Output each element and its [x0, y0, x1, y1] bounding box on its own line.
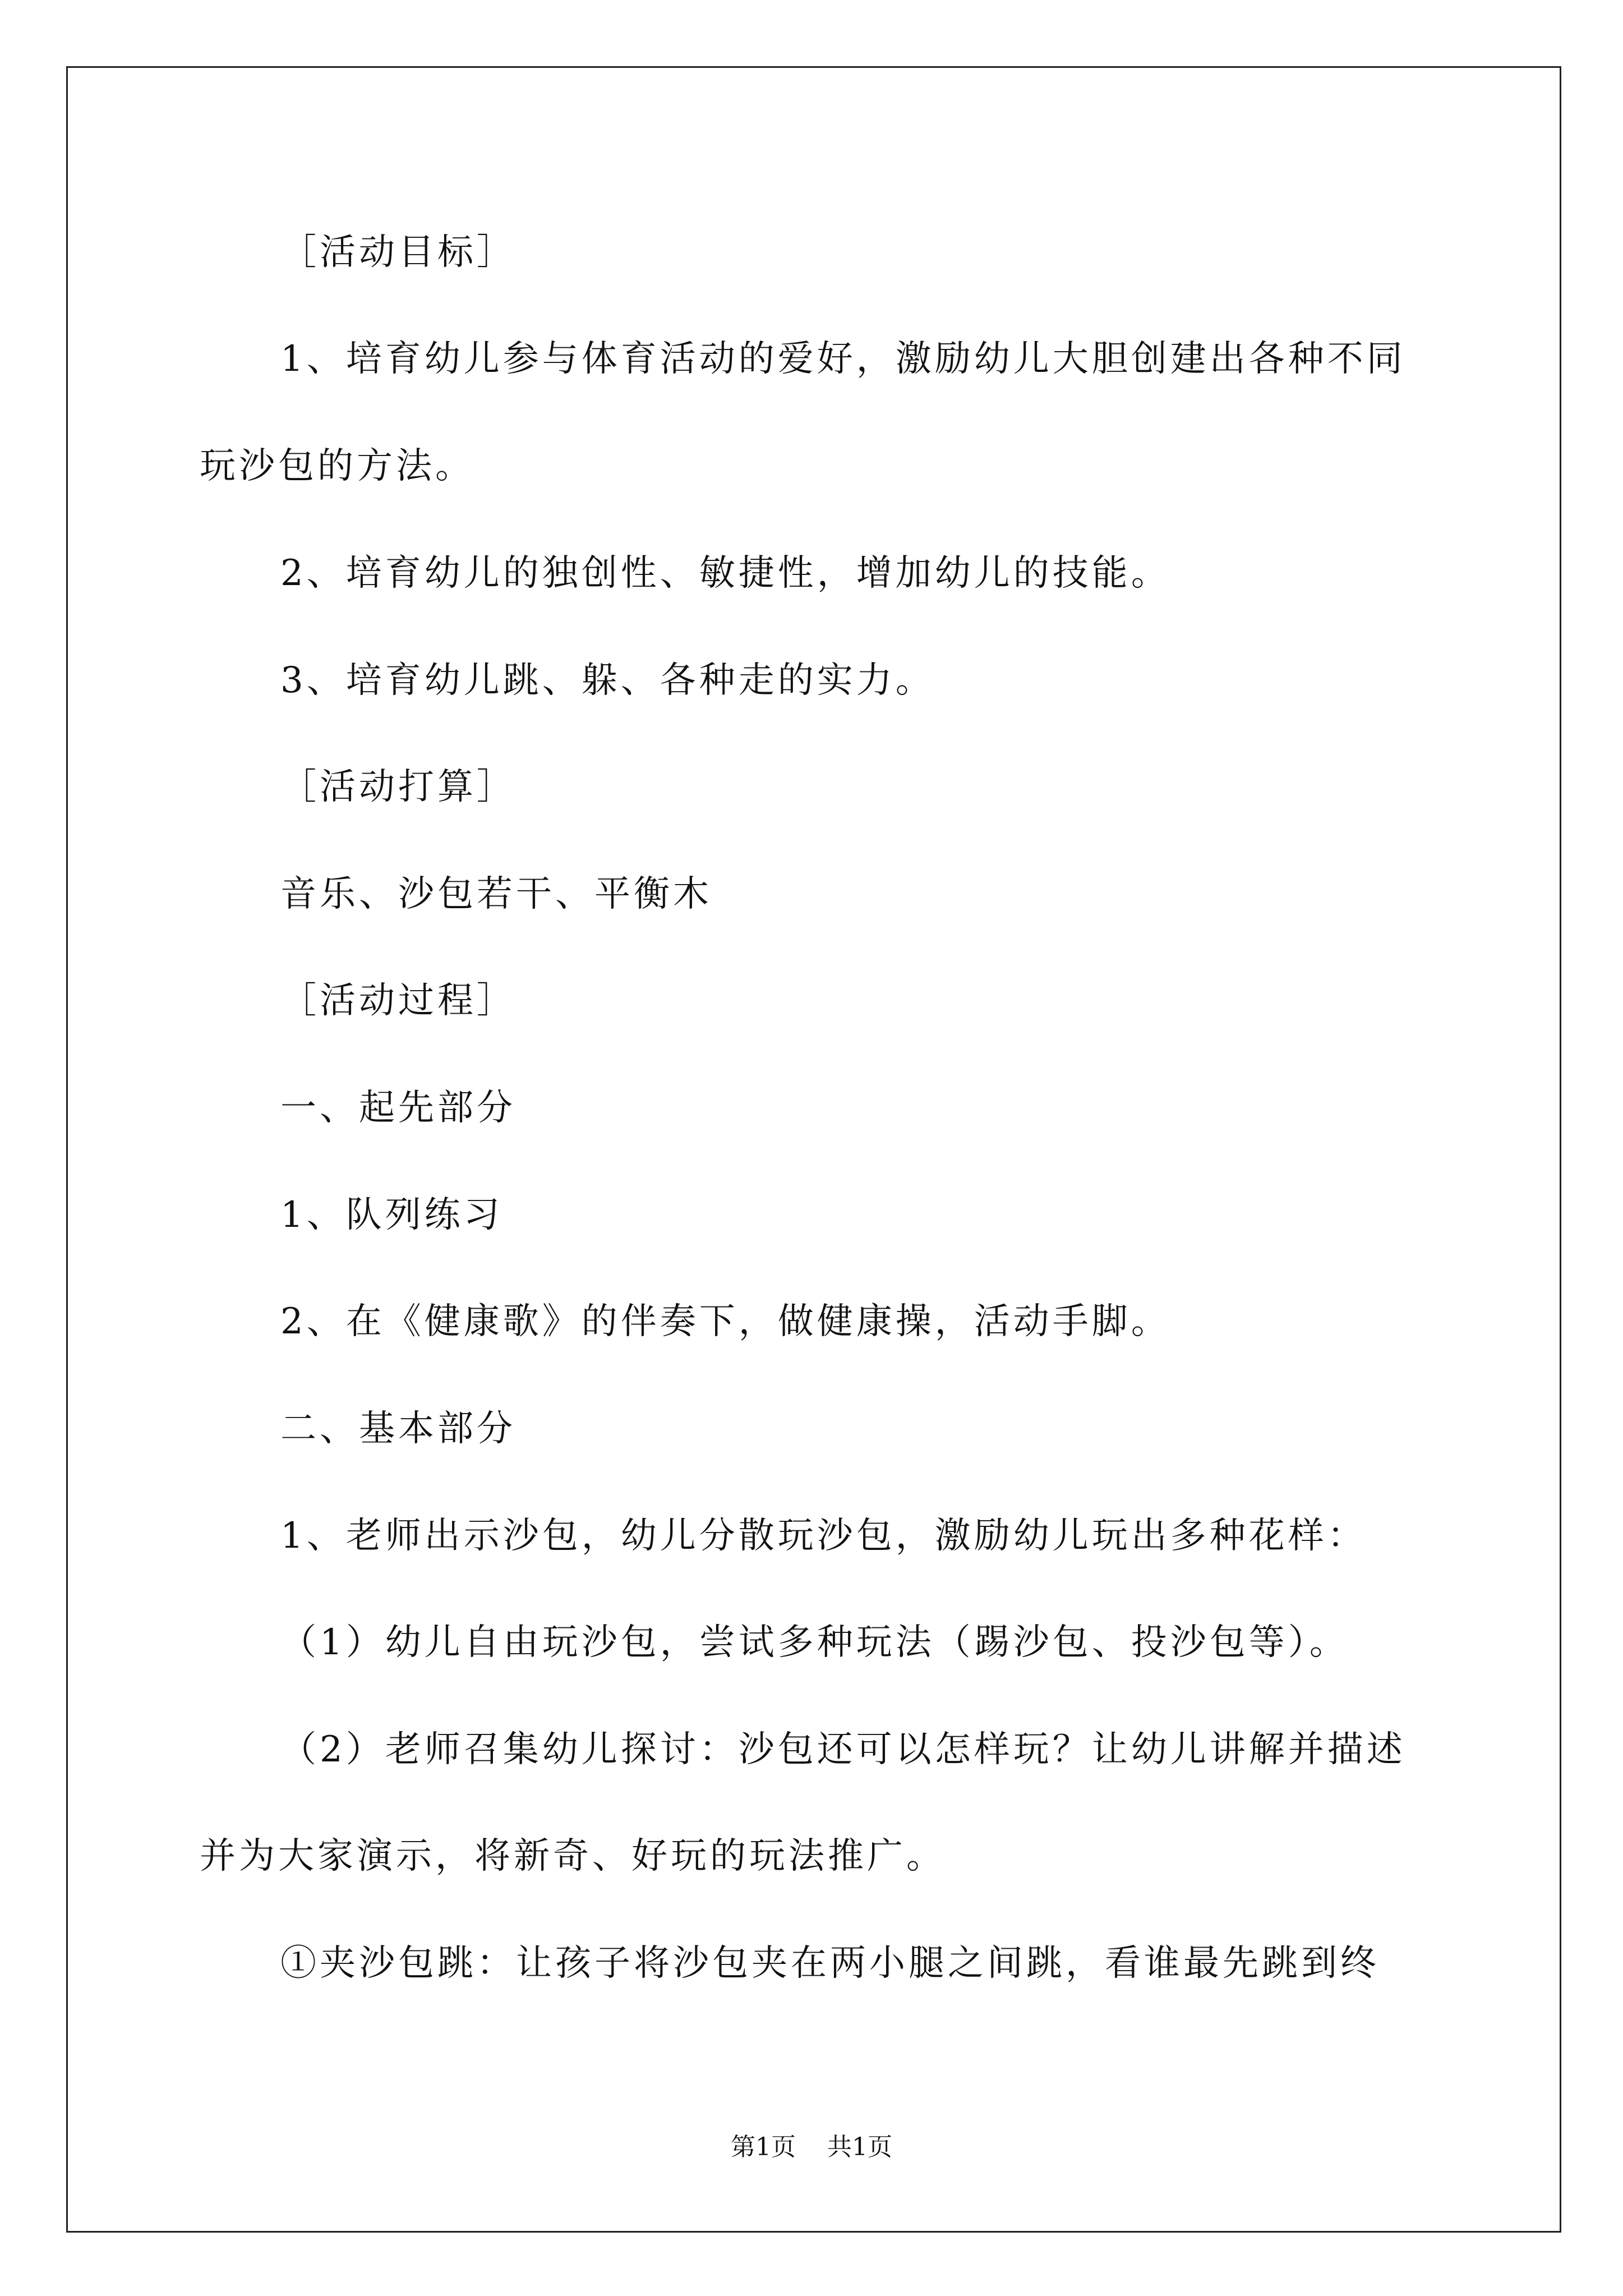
game-1-description: ①夹沙包跳：让孩子将沙包夹在两小腿之间跳，看谁最先跳到终 — [280, 1943, 1380, 1984]
section-1-title: 一、起先部分 — [280, 1087, 516, 1129]
heading-activity-process: ［活动过程］ — [280, 980, 516, 1022]
section-2-item-1: 1、老师出示沙包，幼儿分散玩沙包，激励幼儿玩出多种花样： — [280, 1515, 1367, 1557]
heading-activity-goals: ［活动目标］ — [280, 232, 516, 273]
section-2-sub-2-line-2: 并为大家演示，将新奇、好玩的玩法推广。 — [200, 1835, 946, 1877]
prep-materials: 音乐、沙包若干、平衡木 — [280, 873, 712, 915]
heading-activity-prep: ［活动打算］ — [280, 766, 516, 808]
page-footer — [0, 2135, 1623, 2160]
section-1-item-1: 1、队列练习 — [280, 1194, 503, 1236]
section-2-sub-1: （1）幼儿自由玩沙包，尝试多种玩法（踢沙包、投沙包等）。 — [280, 1622, 1349, 1663]
section-2-title: 二、基本部分 — [280, 1408, 516, 1450]
goal-1-line-2: 玩沙包的方法。 — [200, 445, 474, 487]
goal-2: 2、培育幼儿的独创性、敏捷性，增加幼儿的技能。 — [280, 553, 1170, 594]
goal-3: 3、培育幼儿跳、躲、各种走的实力。 — [280, 660, 935, 701]
section-2-sub-2-line-1: （2）老师召集幼儿探讨：沙包还可以怎样玩？让幼儿讲解并描述 — [280, 1729, 1406, 1770]
page-total: 共1页 — [827, 2133, 892, 2161]
page-number: 第1页 — [731, 2133, 796, 2161]
goal-1-line-1: 1、培育幼儿参与体育活动的爱好，激励幼儿大胆创建出各种不同 — [280, 338, 1406, 380]
section-1-item-2: 2、在《健康歌》的伴奏下，做健康操，活动手脚。 — [280, 1301, 1170, 1342]
